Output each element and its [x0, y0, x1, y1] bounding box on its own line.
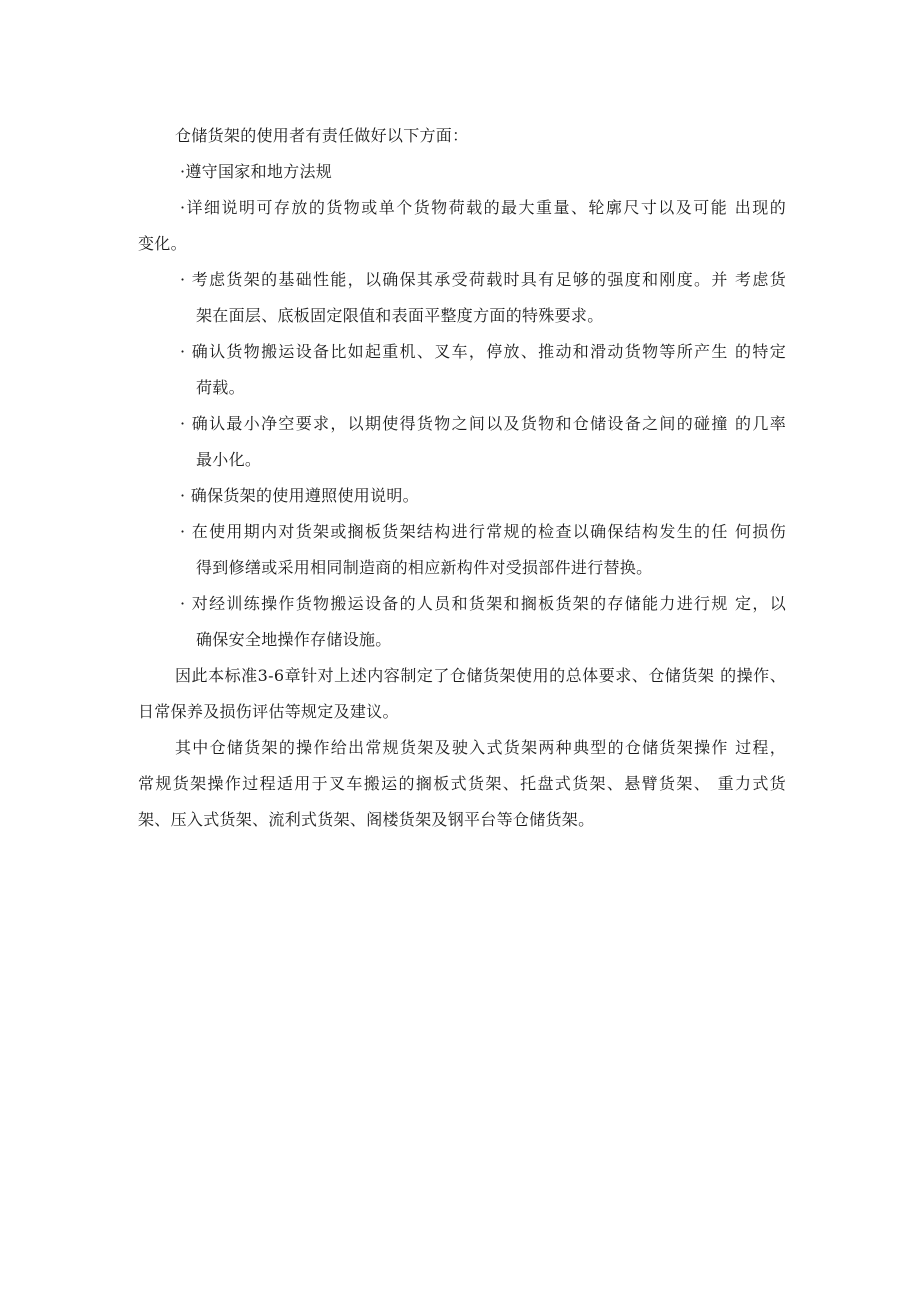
operation-process-line-1: 其中仓储货架的操作给出常规货架及驶入式货架两种典型的仓储货架操作 过程， — [175, 738, 786, 757]
intro-paragraph: 仓储货架的使用者有责任做好以下方面： — [175, 126, 469, 145]
bullet-inspection-line-1: · 在使用期内对货架或搁板货架结构进行常规的检查以确保结构发生的任 何损伤 — [180, 522, 786, 541]
bullet-load-spec-line-1: ·详细说明可存放的货物或单个货物荷载的最大重量、轮廓尺寸以及可能 出现的 — [180, 198, 786, 217]
bullet-clearance-line-1: · 确认最小净空要求，以期使得货物之间以及货物和仓储设备之间的碰撞 的几率 — [180, 414, 786, 433]
bullet-foundation-line-1: · 考虑货架的基础性能，以确保其承受荷载时具有足够的强度和刚度。并 考虑货 — [180, 270, 786, 289]
standard-scope-line-2: 日常保养及损伤评估等规定及建议。 — [138, 702, 399, 721]
bullet-load-spec-line-2: 变化。 — [138, 234, 187, 253]
bullet-instructions: · 确保货架的使用遵照使用说明。 — [180, 486, 419, 505]
operation-process-line-2: 常规货架操作过程适用于叉车搬运的搁板式货架、托盘式货架、悬臂货架、 重力式货 — [138, 774, 786, 793]
document-body — [138, 118, 786, 838]
operation-process-line-3: 架、压入式货架、流利式货架、阁楼货架及钢平台等仓储货架。 — [138, 810, 595, 829]
bullet-training-line-2: 确保安全地操作存储设施。 — [196, 630, 392, 649]
bullet-training-line-1: · 对经训练操作货物搬运设备的人员和货架和搁板货架的存储能力进行规 定，以 — [180, 594, 786, 613]
bullet-clearance-line-2: 最小化。 — [196, 450, 262, 469]
bullet-foundation-line-2: 架在面层、底板固定限值和表面平整度方面的特殊要求。 — [196, 306, 604, 325]
bullet-inspection-line-2: 得到修缮或采用相同制造商的相应新构件对受损部件进行替换。 — [196, 558, 653, 577]
bullet-handling-equipment-line-2: 荷载。 — [196, 378, 245, 397]
bullet-handling-equipment-line-1: · 确认货物搬运设备比如起重机、叉车，停放、推动和滑动货物等所产生 的特定 — [180, 342, 786, 361]
standard-scope-line-1: 因此本标准3-6章针对上述内容制定了仓储货架使用的总体要求、仓储货架 的操作、 — [175, 666, 786, 685]
bullet-regulations: ·遵守国家和地方法规 — [180, 162, 333, 181]
